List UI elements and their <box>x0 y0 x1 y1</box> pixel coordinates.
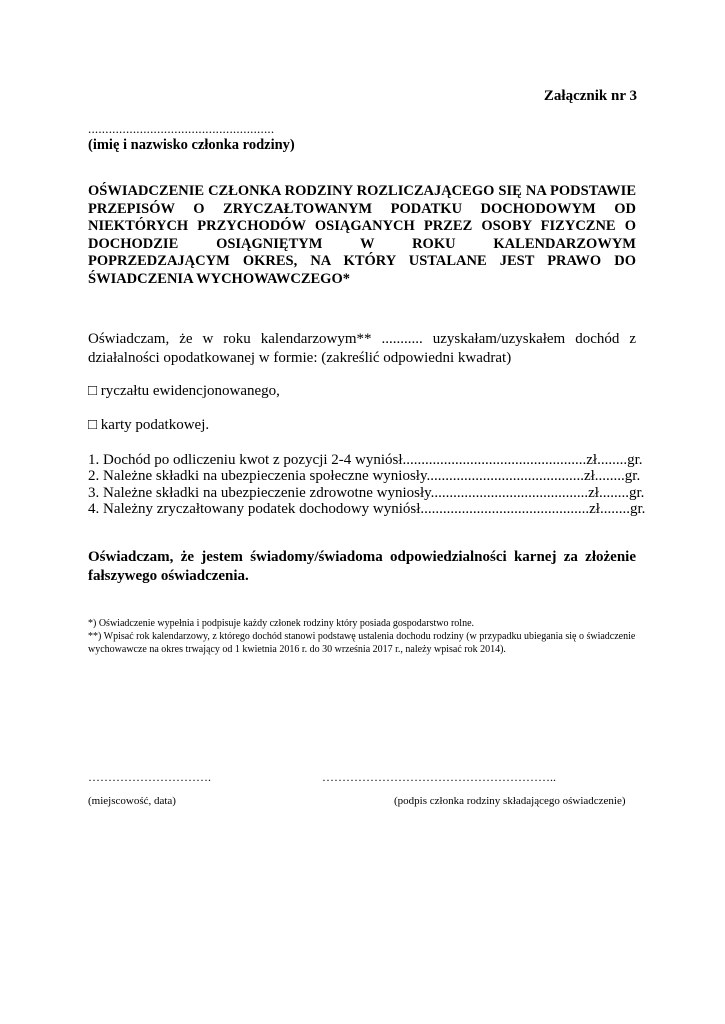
annex-number: Załącznik nr 3 <box>543 88 637 104</box>
income-item-3[interactable]: 3. Należne składki na ubezpieczenie zdrowotne wyniosły..........................................zł........gr. <box>88 485 645 501</box>
place-date-label: (miejscowość, data) <box>88 795 176 807</box>
footnote-2: **) Wpisać rok kalendarzowy, z którego dochód stanowi podstawę ustalenia dochodu rodziny (w przypadku ubiegania się o świadczenie wychowawcze na okres trwający od 1 kwietnia 2016 r. do 30 września 2017 r., należy wpisać rok 2014). <box>88 631 636 655</box>
signature-field[interactable]: ………………………………………………….. <box>322 770 556 784</box>
option-tax-card-checkbox[interactable]: □ karty podatkowej. <box>88 417 210 433</box>
option-lump-sum-checkbox[interactable]: □ ryczałtu ewidencjonowanego, <box>88 383 280 399</box>
signature-label: (podpis członka rodziny składającego oświadczenie) <box>394 795 626 807</box>
income-item-2[interactable]: 2. Należne składki na ubezpieczenia społeczne wyniosły..........................................zł........gr. <box>88 468 641 484</box>
name-field-caption: (imię i nazwisko członka rodziny) <box>88 137 295 153</box>
income-item-1[interactable]: 1. Dochód po odliczeniu kwot z pozycji 2-4 wyniósł.................................................zł........gr. <box>88 452 643 468</box>
footnote-1: *) Oświadczenie wypełnia i podpisuje każdy członek rodziny który posiada gospodarstwo rolne. <box>88 618 475 629</box>
liability-statement: Oświadczam, że jestem świadomy/świadoma odpowiedzialności karnej za złożenie fałszywego oświadczenia. <box>88 549 636 584</box>
document-title: OŚWIADCZENIE CZŁONKA RODZINY ROZLICZAJĄCEGO SIĘ NA PODSTAWIE PRZEPISÓW O ZRYCZAŁTOWANYM PODATKU DOCHODOWYM OD NIEKTÓRYCH PRZYCHODÓW OSIĄGANYCH PRZEZ OSOBY FIZYCZNE O DOCHODZIE OSIĄGNIĘTYM W ROKU KALENDARZOWYM POPRZEDZAJĄCYM OKRES, NA KTÓRY USTALANE JEST PRAWO DO ŚWIADCZENIA WYCHOWAWCZEGO* <box>88 183 636 287</box>
place-date-field[interactable]: …………………………. <box>88 770 211 784</box>
name-field-dots[interactable]: ...................................................... <box>88 121 275 136</box>
income-item-4[interactable]: 4. Należny zryczałtowany podatek dochodowy wyniósł.............................................zł........gr. <box>88 501 646 517</box>
income-declaration: Oświadczam, że w roku kalendarzowym** ........... uzyskałam/uzyskałem dochód z działalności opodatkowanej w formie: (zakreślić odpowiedni kwadrat) <box>88 331 636 366</box>
